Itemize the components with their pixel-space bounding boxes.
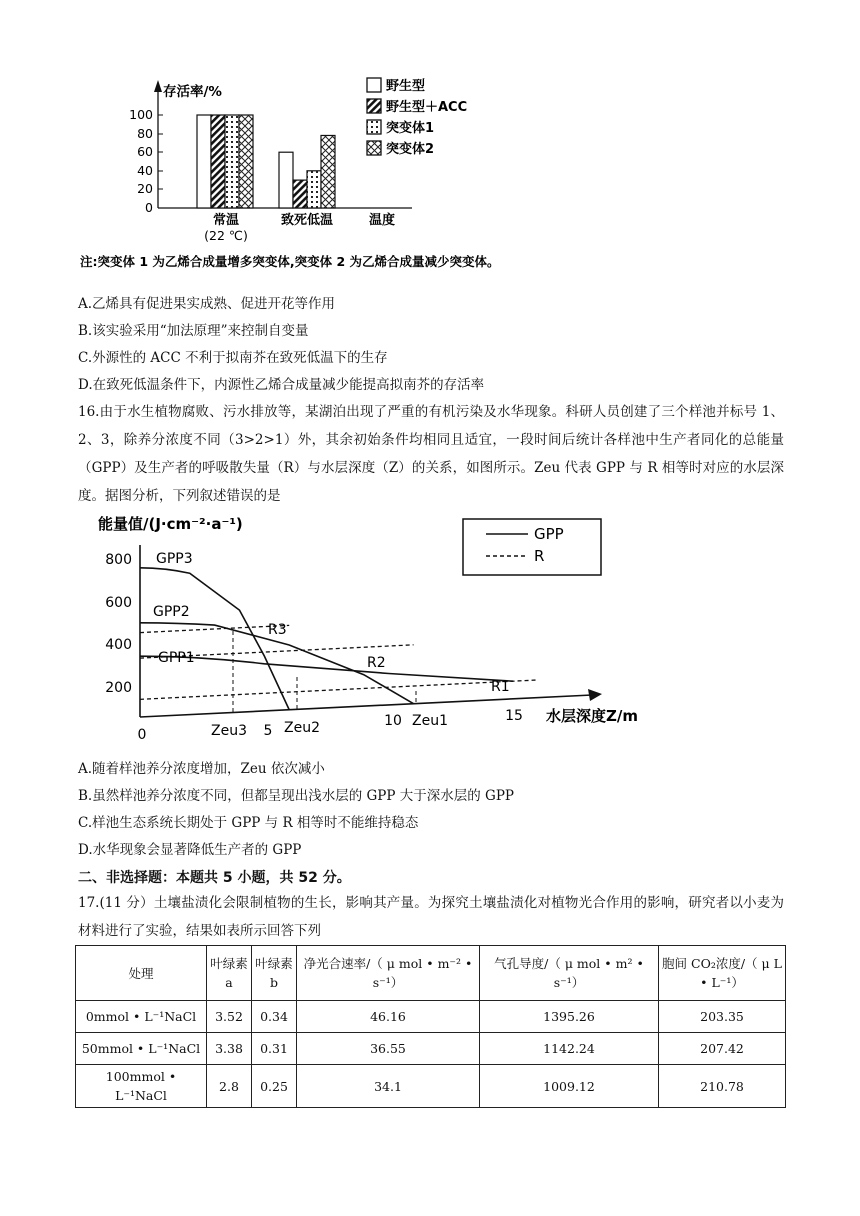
table-cell: 3.38 <box>207 1033 252 1065</box>
table-header-cell: 叶绿素 a <box>207 946 252 1001</box>
legend-swatch-wild-acc <box>367 99 381 113</box>
table-cell: 3.52 <box>207 1001 252 1033</box>
bar-y-tick-label: 100 <box>129 107 153 122</box>
line-x-axis-label: 水层深度Z/m <box>546 707 638 725</box>
bar-x-group-label: 致死低温 <box>280 213 334 228</box>
table-cell: 210.78 <box>659 1065 786 1108</box>
table-header-cell: 叶绿素 b <box>252 946 297 1001</box>
table-cell: 207.42 <box>659 1033 786 1065</box>
legend-swatch-mutant2 <box>367 141 381 155</box>
line-x-tick-label: 10 <box>384 713 402 729</box>
q16-option-d: D.水华现象会显著降低生产者的 GPP <box>78 842 302 858</box>
table-cell: 0.25 <box>252 1065 297 1108</box>
legend-label-gpp: GPP <box>534 525 564 543</box>
table-header-cell: 处理 <box>76 946 207 1001</box>
table-cell: 203.35 <box>659 1001 786 1033</box>
curve-label-gpp3: GPP3 <box>156 551 193 567</box>
table-row <box>76 1065 786 1108</box>
q15-option-c: C.外源性的 ACC 不利于拟南芥在致死低温下的生存 <box>78 350 388 366</box>
bar-wild-type-acc <box>293 180 307 208</box>
line-y-tick-label: 400 <box>105 637 132 653</box>
bar-y-tick-label: 40 <box>137 163 153 178</box>
q15-option-d: D.在致死低温条件下，内源性乙烯合成量减少能提高拟南芥的存活率 <box>78 377 485 393</box>
q17-stem: 17.(11 分）土壤盐渍化会限制植物的生长，影响其产量。为探究土壤盐渍化对植物光合作用的影响，研究者以小麦为材料进行了实验，结果如表所示回答下列 <box>78 895 784 939</box>
q16-option-b: B.虽然样池养分浓度不同，但都呈现出浅水层的 GPP 大于深水层的 GPP <box>78 788 514 804</box>
line-x-arrow <box>588 689 602 701</box>
table-cell: 1142.24 <box>480 1033 659 1065</box>
bar-x-axis-label: 温度 <box>368 213 396 228</box>
legend-swatch-wild <box>367 78 381 92</box>
bar-x-group-sublabel: (22 ℃) <box>204 228 248 243</box>
series-line-r3 <box>140 625 289 632</box>
table-cell: 0.34 <box>252 1001 297 1033</box>
legend-label: 野生型＋ACC <box>386 100 468 115</box>
curve-label-gpp2: GPP2 <box>153 604 190 620</box>
section2-title: 二、非选择题：本题共 5 小题，共 52 分。 <box>78 870 351 886</box>
bar-y-tick-label: 20 <box>137 181 153 196</box>
legend-label: 突变体1 <box>386 121 435 136</box>
table-cell: 0.31 <box>252 1033 297 1065</box>
line-zeu-label: Zeu1 <box>412 713 448 729</box>
table-cell: 1395.26 <box>480 1001 659 1033</box>
series-line-r1 <box>140 680 538 699</box>
curve-label-r3: R3 <box>268 622 287 638</box>
bar-wild-type-acc <box>211 115 225 208</box>
bar-y-ticks <box>158 115 163 189</box>
bar-x-group-label: 常温 <box>212 213 240 228</box>
bar-mutant2 <box>239 115 253 208</box>
bar-mutant1 <box>307 171 321 208</box>
q17-data-table <box>75 945 786 1108</box>
line-x-axis <box>140 695 592 717</box>
bar-y-arrow <box>154 80 162 92</box>
bar-mutant1 <box>225 115 239 208</box>
legend-swatch-mutant1 <box>367 120 381 134</box>
bar-chart-note: 注:突变体 1 为乙烯合成量增多突变体,突变体 2 为乙烯合成量减少突变体。 <box>80 254 500 269</box>
table-header-cell: 气孔导度/（ μ mol • m² • s⁻¹） <box>480 946 659 1001</box>
curve-label-gpp1: GPP1 <box>158 650 195 666</box>
q16-option-c: C.样池生态系统长期处于 GPP 与 R 相等时不能维持稳态 <box>78 815 419 831</box>
table-row <box>76 1033 786 1065</box>
line-zeu-label: Zeu3 <box>211 723 247 739</box>
line-series-layer <box>140 568 538 710</box>
q16-option-a: A.随着样池养分浓度增加，Zeu 依次减小 <box>78 761 325 777</box>
line-x-tick-label: 15 <box>505 708 523 724</box>
table-cell: 36.55 <box>297 1033 480 1065</box>
bar-mutant2 <box>321 135 335 208</box>
line-y-tick-label: 800 <box>105 552 132 568</box>
q15-option-a: A.乙烯具有促进果实成熟、促进开花等作用 <box>78 296 336 312</box>
bar-legend <box>367 78 467 157</box>
table-cell: 0mmol • L⁻¹NaCl <box>76 1001 207 1033</box>
line-y-tick-label: 200 <box>105 680 132 696</box>
gpp-r-depth-chart <box>0 505 860 750</box>
bar-y-tick-label: 0 <box>145 200 153 215</box>
table-cell: 100mmol • L⁻¹NaCl <box>76 1065 207 1108</box>
bar-wild-type <box>197 115 211 208</box>
curve-label-r2: R2 <box>367 655 386 671</box>
line-zeu-label: Zeu2 <box>284 720 320 736</box>
line-y-tick-label: 600 <box>105 595 132 611</box>
table-header-cell: 净光合速率/（ μ mol • m⁻² • s⁻¹） <box>297 946 480 1001</box>
bar-wild-type <box>279 152 293 208</box>
q15-option-b: B.该实验采用“加法原理”来控制自变量 <box>78 323 309 339</box>
legend-label-r: R <box>534 547 545 565</box>
table-cell: 34.1 <box>297 1065 480 1108</box>
bar-y-axis-label: 存活率/% <box>163 84 222 100</box>
table-cell: 50mmol • L⁻¹NaCl <box>76 1033 207 1065</box>
curve-label-r1: R1 <box>491 679 510 695</box>
line-y-axis-label: 能量值/(J·cm⁻²·a⁻¹) <box>98 515 243 533</box>
line-legend <box>463 519 601 575</box>
bar-y-tick-label: 80 <box>137 126 153 141</box>
bar-y-tick-label: 60 <box>137 144 153 159</box>
table-header-row <box>76 946 786 1001</box>
table-cell: 2.8 <box>207 1065 252 1108</box>
line-x-tick-label: 5 <box>263 723 273 739</box>
line-x-origin-label: 0 <box>137 727 147 743</box>
legend-label: 突变体2 <box>386 142 435 157</box>
survival-bar-chart <box>0 0 860 290</box>
table-cell: 1009.12 <box>480 1065 659 1108</box>
table-row <box>76 1001 786 1033</box>
bar-series-layer <box>197 115 335 208</box>
q16-stem: 16.由于水生植物腐败、污水排放等，某湖泊出现了严重的有机污染及水华现象。科研人员创建了三个样池并标号 1、2、3，除养分浓度不同（3>2>1）外，其余初始条件均相同且适宜，一段时间后统计各样池中生产者同化的总能量（GPP）及生产者的呼吸散失量（R）与水层深度（Z）的关系，如图所示。Zeu 代表 GPP 与 R 相等时对应的水层深度。据图分析，下列叙述错误的是 <box>78 404 784 504</box>
table-header-cell: 胞间 CO₂浓度/（ μ L • L⁻¹） <box>659 946 786 1001</box>
table-cell: 46.16 <box>297 1001 480 1033</box>
legend-label: 野生型 <box>386 79 426 94</box>
